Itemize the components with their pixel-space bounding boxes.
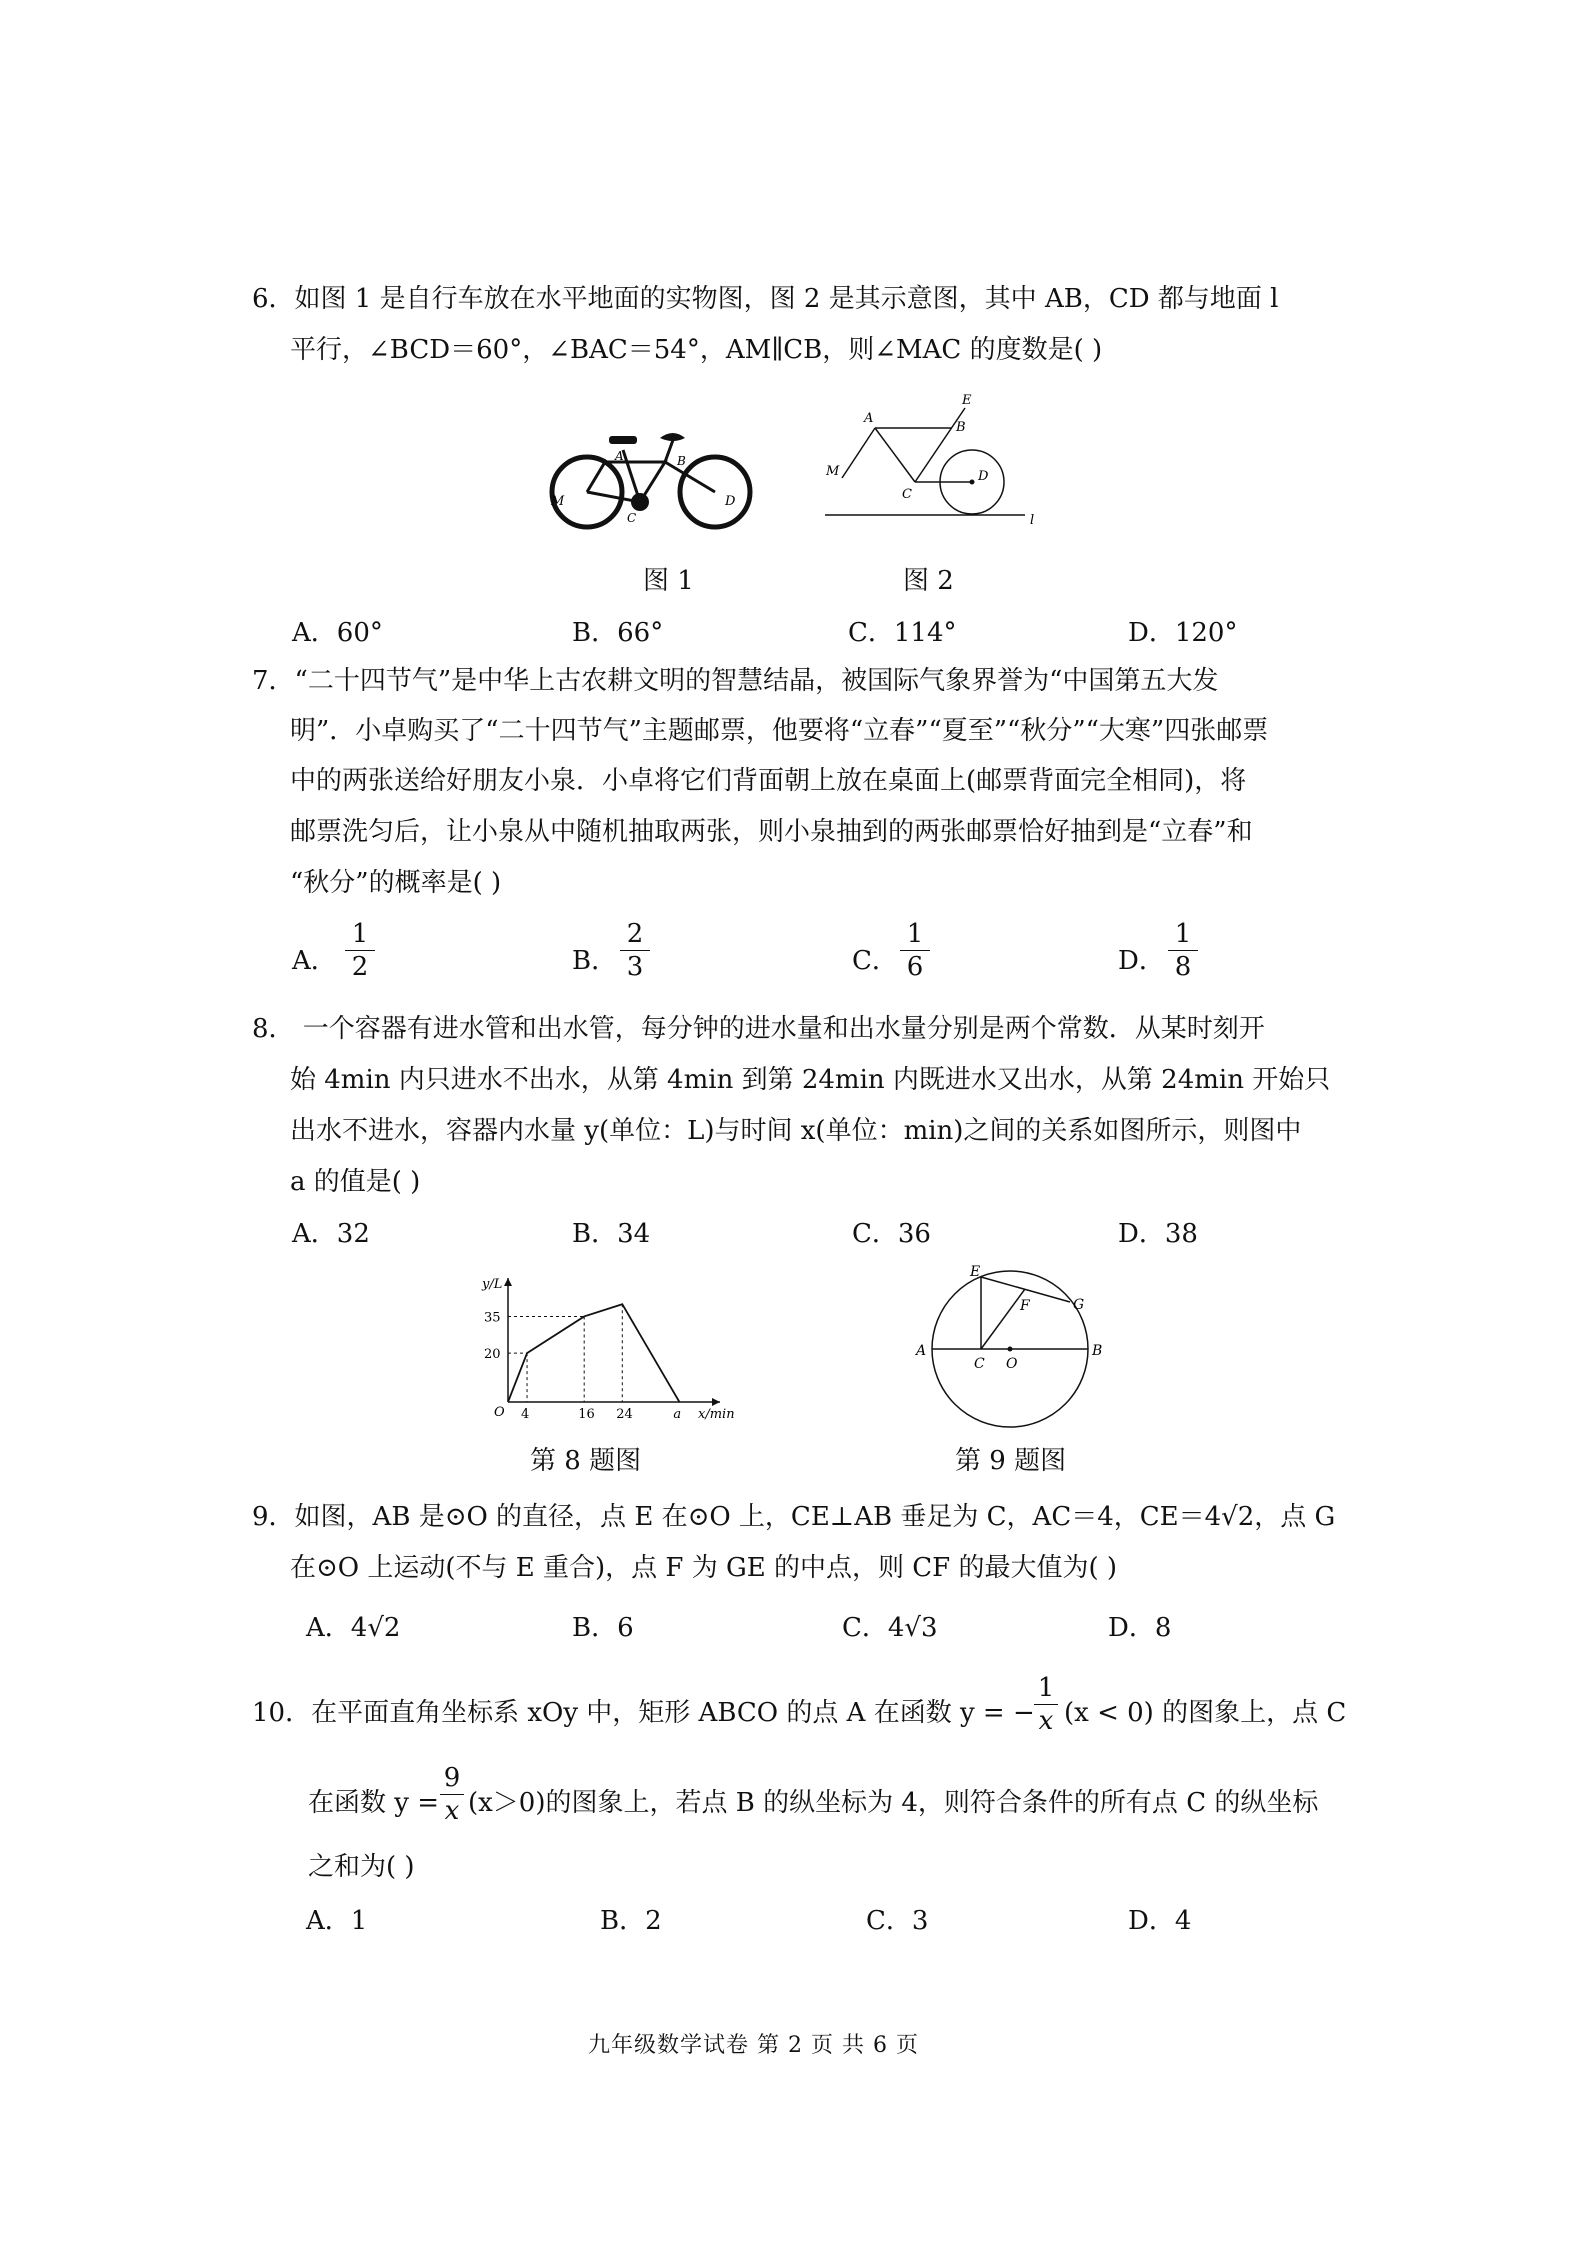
q6-option-d: D．120° (1128, 618, 1238, 648)
q7-option-c-num: 1 (900, 918, 930, 951)
y-tick-label-1: 35 (484, 1310, 501, 1326)
q8-line-3: 出水不进水，容器内水量 y(单位：L)与时间 x(单位：min)之间的关系如图所示，则图中 (290, 1116, 1302, 1146)
q9-option-b: B．6 (572, 1613, 634, 1643)
q9-label-a: A (916, 1343, 927, 1359)
q9-line-1: 9．如图，AB 是⊙O 的直径，点 E 在⊙O 上，CE⊥AB 垂足为 C，AC＝4，CE＝4√2，点 G (252, 1502, 1336, 1532)
fig2-label-m: M (826, 464, 840, 479)
q7-option-a-fraction (345, 918, 375, 983)
q7-option-b-fraction (620, 918, 650, 983)
segment-cf (981, 1289, 1025, 1349)
q7-option-c-letter: C． (852, 946, 898, 976)
q8-line-2: 始 4min 内只进水不出水，从第 4min 到第 24min 内既进水又出水，从第 24min 开始只 (290, 1065, 1331, 1095)
fig1-label-a: A (615, 449, 624, 463)
q7-line-3: 中的两张送给好朋友小泉．小卓将它们背面朝上放在桌面上(邮票背面完全相同)，将 (290, 766, 1247, 796)
q10-line-2-b: (x＞0)的图象上，若点 B 的纵坐标为 4，则符合条件的所有点 C 的纵坐标 (468, 1788, 1319, 1818)
q8-option-a: A．32 (292, 1219, 370, 1249)
q9-label-e: E (970, 1264, 981, 1280)
q8-option-b: B．34 (572, 1219, 651, 1249)
q8-line-1: 8． 一个容器有进水管和出水管，每分钟的进水量和出水量分别是两个常数．从某时刻开 (252, 1014, 1265, 1044)
water-volume-line (508, 1304, 679, 1402)
q9-circle-figure (910, 1262, 1110, 1432)
q7-option-b-den: 3 (626, 952, 644, 982)
fig2-caption: 图 2 (903, 566, 954, 596)
fig2-label-a: A (864, 411, 874, 426)
fig1-caption: 图 1 (643, 566, 694, 596)
origin-label: O (494, 1405, 505, 1420)
q7-option-b-num: 2 (620, 918, 650, 951)
q8-chart-caption: 第 8 题图 (530, 1446, 642, 1476)
q7-option-c-fraction (900, 918, 930, 983)
q9-option-d: D．8 (1108, 1613, 1172, 1643)
q7-option-c-den: 6 (906, 952, 924, 982)
segment-ac (875, 428, 915, 482)
q7-option-d-letter: D． (1118, 946, 1165, 976)
q10-line-1-den: x (1038, 1706, 1054, 1736)
q10-line-2-den: x (444, 1796, 460, 1826)
x-tick-label-2: 24 (616, 1407, 633, 1422)
fig1-label-b: B (677, 454, 686, 468)
q10-option-a: A．1 (306, 1906, 368, 1936)
fig1-label-m: M (551, 494, 565, 509)
q9-figure-caption: 第 9 题图 (955, 1446, 1067, 1476)
q9-label-f: F (1020, 1298, 1030, 1314)
schematic-figure (820, 390, 1040, 535)
segment-am (842, 428, 875, 478)
q8-water-chart (478, 1272, 738, 1424)
q6-line-2: 平行，∠BCD＝60°，∠BAC＝54°，AM∥CB，则∠MAC 的度数是( ) (290, 335, 1103, 365)
q9-label-c: C (974, 1356, 985, 1372)
q7-option-d-den: 8 (1174, 952, 1192, 982)
q6-line-1: 6．如图 1 是自行车放在水平地面的实物图，图 2 是其示意图，其中 AB，CD 都与地面 l (252, 284, 1279, 314)
q9-option-c: C．4√3 (842, 1613, 938, 1643)
fig2-label-e: E (962, 393, 972, 408)
q6-option-a: A．60° (292, 618, 383, 648)
q10-line-2-a: 在函数 y = (308, 1788, 440, 1818)
q7-line-5: “秋分”的概率是( ) (290, 868, 502, 898)
q8-option-d: D．38 (1118, 1219, 1198, 1249)
q9-label-g: G (1073, 1297, 1085, 1313)
q8-line-4: a 的值是( ) (290, 1167, 421, 1197)
fig1-label-c: C (627, 511, 637, 525)
q7-option-d-num: 1 (1168, 918, 1198, 951)
q8-option-c: C．36 (852, 1219, 931, 1249)
q7-option-b-letter: B． (572, 946, 618, 976)
q10-line-3: 之和为( ) (308, 1852, 415, 1882)
q10-line-2-num: 9 (440, 1762, 464, 1795)
q6-option-b: B．66° (572, 618, 664, 648)
bike-handlebar (660, 433, 685, 441)
q10-option-c: C．3 (866, 1906, 929, 1936)
x-axis-label: x/min (698, 1407, 735, 1422)
bike-frame (587, 462, 665, 502)
x-tick-label-3: a (673, 1407, 682, 1422)
page-footer: 九年级数学试卷 第 2 页 共 6 页 (588, 2033, 919, 2058)
q9-label-o: O (1006, 1356, 1018, 1372)
q7-option-d-fraction (1168, 918, 1198, 983)
y-tick-label-0: 20 (484, 1347, 501, 1363)
bike-seat (609, 436, 637, 444)
q10-line-1-num: 1 (1034, 1672, 1058, 1705)
q7-line-4: 邮票洗匀后，让小泉从中随机抽取两张，则小泉抽到的两张邮票恰好抽到是“立春”和 (290, 817, 1253, 847)
q10-line-1-fraction (1034, 1672, 1058, 1737)
q10-option-b: B．2 (600, 1906, 662, 1936)
q10-line-1-a: 10．在平面直角坐标系 xOy 中，矩形 ABCO 的点 A 在函数 y = − (252, 1698, 1035, 1728)
x-tick-label-0: 4 (521, 1407, 530, 1422)
q6-option-c: C．114° (848, 618, 957, 648)
q9-option-a: A．4√2 (306, 1613, 401, 1643)
q7-option-a-num: 1 (345, 918, 375, 951)
fig1-label-d: D (725, 494, 736, 509)
fig2-label-d: D (978, 469, 989, 484)
q10-line-2-fraction (440, 1762, 464, 1827)
q7-option-a-letter: A． (292, 946, 337, 976)
q7-line-1: 7．“二十四节气”是中华上古农耕文明的智慧结晶，被国际气象界誉为“中国第五大发 (252, 666, 1219, 696)
chainring (631, 493, 649, 511)
q10-line-1-b: (x < 0) 的图象上，点 C (1064, 1698, 1347, 1728)
q9-label-b: B (1092, 1343, 1103, 1359)
fig2-label-c: C (902, 487, 912, 502)
q9-line-2: 在⊙O 上运动(不与 E 重合)，点 F 为 GE 的中点，则 CF 的最大值为( ) (290, 1553, 1118, 1583)
q7-option-a-den: 2 (351, 952, 369, 982)
x-axis-arrow (712, 1398, 720, 1406)
q10-option-d: D．4 (1128, 1906, 1192, 1936)
y-axis-label: y/L (482, 1277, 503, 1292)
fig2-label-b: B (956, 420, 966, 435)
y-axis-arrow (504, 1278, 512, 1286)
q7-line-2: 明”．小卓购买了“二十四节气”主题邮票，他要将“立春”“夏至”“秋分”“大寒”四张邮票 (290, 716, 1269, 746)
bicycle-figure (545, 420, 760, 540)
x-tick-label-1: 16 (578, 1407, 595, 1422)
fig2-label-l: l (1030, 513, 1035, 528)
